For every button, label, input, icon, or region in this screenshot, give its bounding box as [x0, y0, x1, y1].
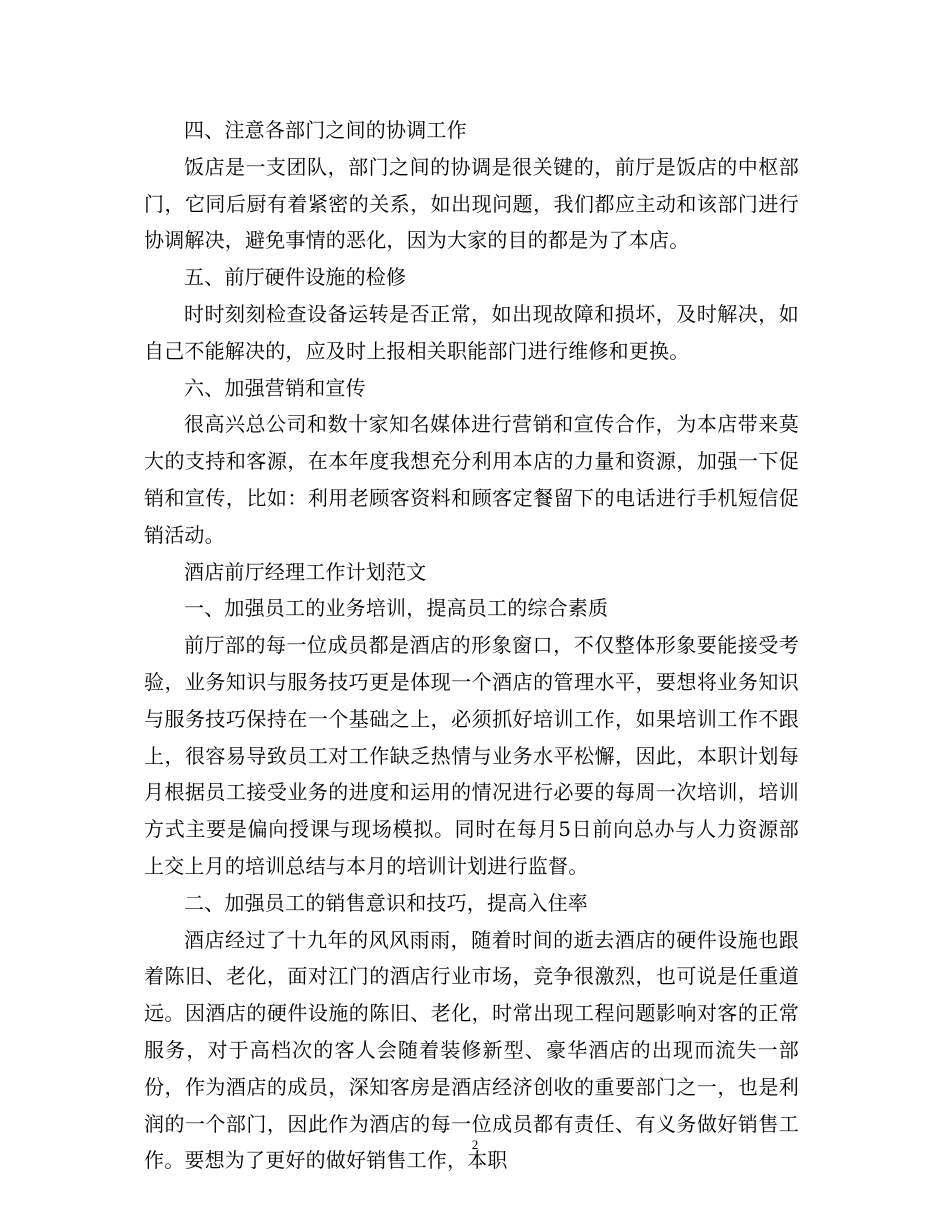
paragraph-training: 前厅部的每一位成员都是酒店的形象窗口，不仅整体形象要能接受考验，业务知识与服务技巧更是体现一个酒店的管理水平，要想将业务知识与服务技巧保持在一个基础之上，必须抓好培训工作，如果培训工作不跟上，很容易导致员工对工作缺乏热情与业务水平松懈，因此，本职计划每月根据员工接受业务的进度和运用的情况进行必要的每周一次培训，培训方式主要是偏向授课与现场模拟。同时在每月5日前向总办与人力资源部上交上月的培训总结与本月的培训计划进行监督。	[144, 633, 799, 878]
paragraph-sales: 酒店经过了十九年的风风雨雨，随着时间的逝去酒店的硬件设施也跟着陈旧、老化，面对江门的酒店行业市场，竞争很激烈，也可说是任重道远。因酒店的硬件设施的陈旧、老化，时常出现工程问题影响对客的正常服务，对于高档次的客人会随着装修新型、豪华酒店的出现而流失一部份，作为酒店的成员，深知客房是酒店经济创收的重要部门之一，也是利润的一个部门，因此作为酒店的每一位成员都有责任、有义务做好销售工作。要想为了更好的做好销售工作，本职	[144, 927, 799, 1173]
section-heading-training: 一、加强员工的业务培训，提高员工的综合素质	[184, 596, 609, 621]
paragraph-maintenance: 时时刻刻检查设备运转是否正常，如出现故障和损坏，及时解决，如自己不能解决的，应及时上报相关职能部门进行维修和更换。	[144, 301, 799, 363]
section-heading-sales: 二、加强员工的销售意识和技巧，提高入住率	[184, 890, 588, 915]
document-subtitle: 酒店前厅经理工作计划范文	[184, 559, 427, 584]
paragraph-coordination: 饭店是一支团队，部门之间的协调是很关键的，前厅是饭店的中枢部门，它同后厨有着紧密的关系，如出现问题，我们都应主动和该部门进行协调解决，避免事情的恶化，因为大家的目的都是为了本店。	[144, 154, 799, 253]
section-heading-marketing: 六、加强营销和宣传	[184, 375, 366, 400]
section-heading-coordination: 四、注意各部门之间的协调工作	[184, 118, 467, 142]
paragraph-marketing: 很高兴总公司和数十家知名媒体进行营销和宣传合作，为本店带来莫大的支持和客源，在本年度我想充分利用本店的力量和资源，加强一下促销和宣传，比如：利用老顾客资料和顾客定餐留下的电话进行手机短信促销活动。	[144, 412, 799, 547]
document-body	[144, 112, 799, 1179]
section-heading-maintenance: 五、前厅硬件设施的检修	[184, 265, 407, 290]
page-number: 2	[471, 1137, 479, 1152]
